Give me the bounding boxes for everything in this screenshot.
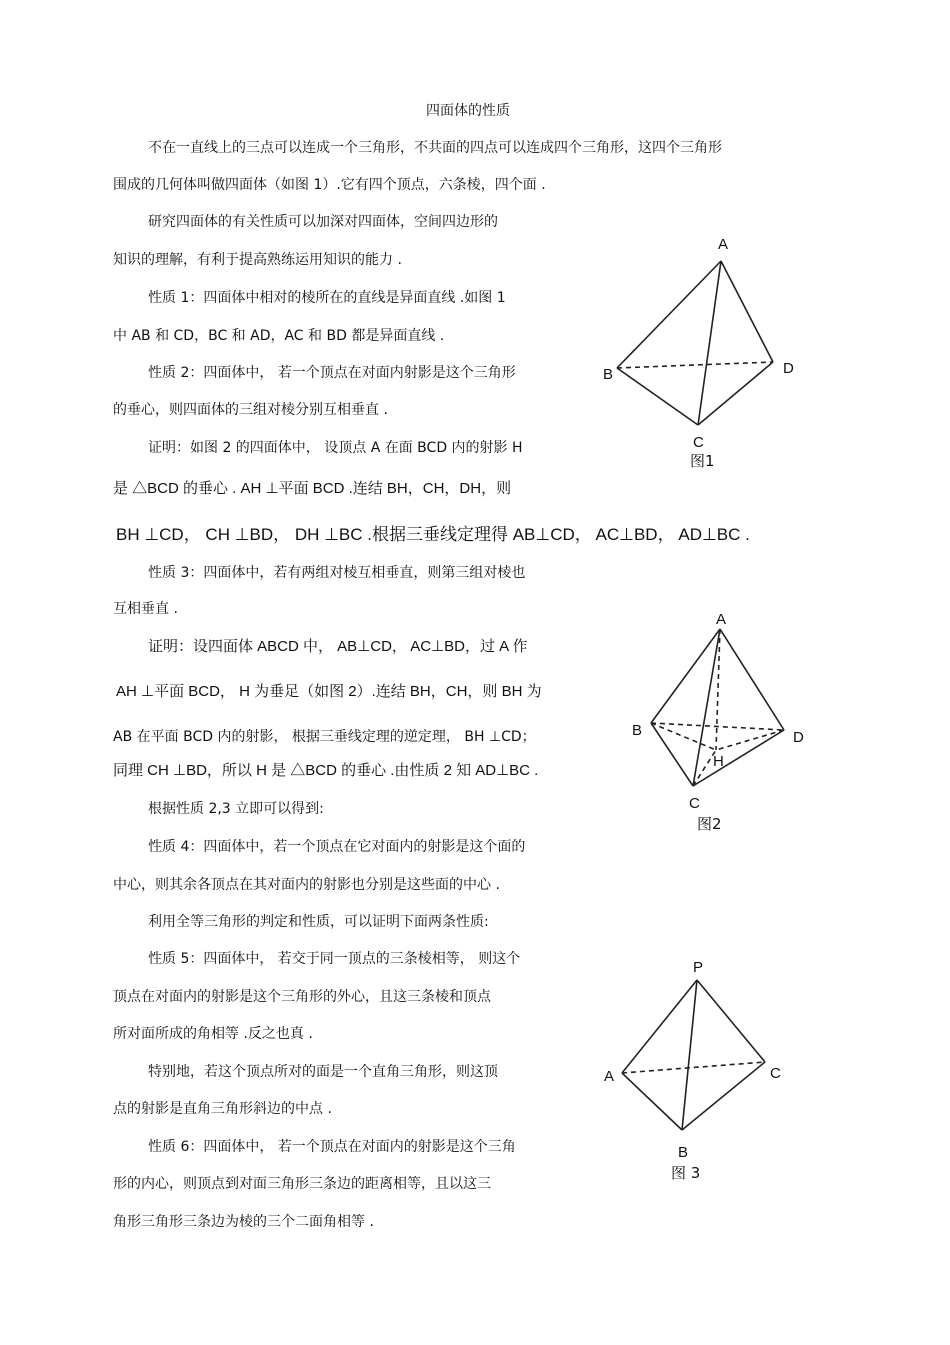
vertex-label: A bbox=[718, 236, 729, 253]
vertex-label: P bbox=[693, 959, 704, 976]
edge-pb bbox=[682, 980, 697, 1130]
paragraph-line: 形的内心，则顶点到对面三角形三条边的距离相等，且以这三 bbox=[113, 1176, 491, 1192]
vertex-label: D bbox=[793, 729, 804, 746]
edge-bc bbox=[617, 368, 698, 425]
edge-bd bbox=[617, 362, 773, 368]
paragraph-line: 所对面所成的角相等 .反之也真 . bbox=[113, 1026, 313, 1042]
vertex-label: C bbox=[689, 795, 700, 812]
paragraph-line: 知识的理解，有利于提高熟练运用知识的能力 . bbox=[113, 252, 402, 268]
edge-bd bbox=[651, 723, 784, 730]
edge-ac bbox=[622, 1062, 765, 1073]
paragraph-line: 顶点在对面内的射影是这个三角形的外心，且这三条棱和顶点 bbox=[113, 989, 491, 1005]
paragraph-line: 点的射影是直角三角形斜边的中点 . bbox=[113, 1101, 332, 1117]
paragraph-line: 中心，则其余各顶点在其对面内的射影也分别是这些面的中心 . bbox=[113, 877, 500, 893]
paragraph-line: 证明：设四面体 ABCD 中， AB⊥CD， AC⊥BD，过 A 作 bbox=[148, 638, 528, 655]
paragraph-line: 中 AB 和 CD，BC 和 AD，AC 和 BD 都是异面直线 . bbox=[113, 328, 445, 344]
paragraph-line: 根据性质 2,3 立即可以得到: bbox=[148, 801, 324, 817]
figure-caption: 图 3 bbox=[671, 1164, 701, 1182]
edge-bc bbox=[651, 723, 693, 786]
segment-dh bbox=[716, 730, 784, 750]
paragraph-line: BH ⊥CD， CH ⊥BD， DH ⊥BC .根据三垂线定理得 AB⊥CD， AC⊥BD， AD⊥BC . bbox=[116, 525, 750, 544]
paragraph-line: 围成的几何体叫做四面体（如图 1）.它有四个顶点，六条棱，四个面 . bbox=[113, 177, 546, 193]
paragraph-line: 证明：如图 2 的四面体中， 设顶点 A 在面 BCD 内的射影 H bbox=[148, 440, 523, 456]
vertex-label: A bbox=[716, 611, 727, 628]
vertex-label: D bbox=[783, 360, 794, 377]
edge-cd bbox=[698, 362, 773, 425]
edge-ab bbox=[617, 261, 721, 368]
paragraph-line: 性质 5：四面体中， 若交于同一顶点的三条棱相等， 则这个 bbox=[148, 951, 521, 967]
paragraph-line: 不在一直线上的三点可以连成一个三角形，不共面的四点可以连成四个三角形，这四个三角形 bbox=[148, 140, 722, 156]
paragraph-line: 性质 4：四面体中，若一个顶点在它对面内的射影是这个面的 bbox=[148, 839, 526, 855]
paragraph-line: 的垂心，则四面体的三组对棱分别互相垂直 . bbox=[113, 402, 388, 418]
edge-ad bbox=[720, 629, 784, 730]
paragraph-line: 性质 6：四面体中， 若一个顶点在对面内的射影是这个三角 bbox=[148, 1139, 516, 1155]
paragraph-line: 是 △BCD 的垂心 . AH ⊥平面 BCD .连结 BH，CH，DH，则 bbox=[113, 480, 512, 497]
edge-ac bbox=[698, 261, 721, 425]
edge-pc bbox=[697, 980, 765, 1062]
paragraph-line: 利用全等三角形的判定和性质，可以证明下面两条性质: bbox=[148, 914, 489, 930]
vertex-label: A bbox=[604, 1068, 615, 1085]
edge-bc bbox=[682, 1062, 765, 1130]
vertex-label: C bbox=[693, 434, 704, 451]
vertex-label: B bbox=[678, 1144, 689, 1161]
paragraph-line: 研究四面体的有关性质可以加深对四面体，空间四边形的 bbox=[148, 214, 498, 230]
paragraph-line: 性质 3：四面体中，若有两组对棱互相垂直，则第三组对棱也 bbox=[148, 565, 526, 581]
paragraph-line: 角形三角形三条边为棱的三个二面角相等 . bbox=[113, 1214, 374, 1230]
paragraph-line: 性质 2：四面体中， 若一个顶点在对面内射影是这个三角形 bbox=[148, 365, 516, 381]
paragraph-line: AB 在平面 BCD 内的射影， 根据三垂线定理的逆定理， BH ⊥CD； bbox=[113, 729, 536, 745]
vertex-label: C bbox=[770, 1065, 781, 1082]
edge-ab bbox=[622, 1073, 682, 1130]
paragraph-line: 互相垂直 . bbox=[113, 601, 178, 617]
figure-caption: 图1 bbox=[690, 452, 715, 470]
paragraph-line: 特别地，若这个顶点所对的面是一个直角三角形，则这顶 bbox=[148, 1064, 498, 1080]
page-title: 四面体的性质 bbox=[426, 103, 510, 119]
edge-ab bbox=[651, 629, 720, 723]
edge-cd bbox=[693, 730, 784, 786]
edge-pa bbox=[622, 980, 697, 1073]
paragraph-line: 性质 1：四面体中相对的棱所在的直线是异面直线 .如图 1 bbox=[148, 290, 506, 306]
vertex-label: B bbox=[603, 366, 614, 383]
vertex-label: H bbox=[713, 753, 724, 770]
figure-caption: 图2 bbox=[697, 815, 722, 833]
edge-ad bbox=[721, 261, 773, 362]
vertex-label: B bbox=[632, 722, 643, 739]
paragraph-line: 同理 CH ⊥BD，所以 H 是 △BCD 的垂心 .由性质 2 知 AD⊥BC . bbox=[113, 762, 539, 779]
paragraph-line: AH ⊥平面 BCD， H 为垂足（如图 2）.连结 BH，CH，则 BH 为 bbox=[116, 683, 542, 700]
